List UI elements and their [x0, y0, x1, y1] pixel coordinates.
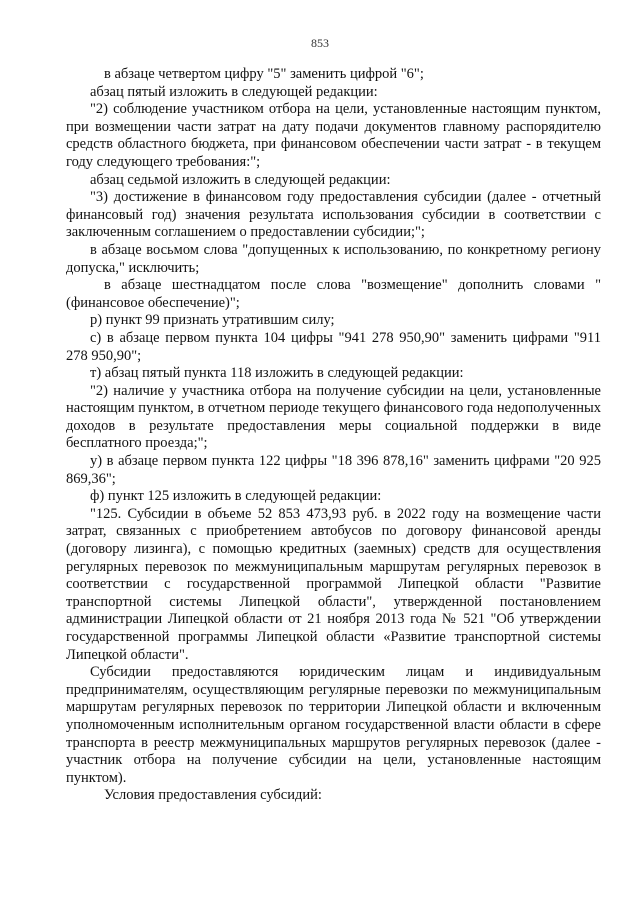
paragraph: "3) достижение в финансовом году предоставления субсидии (далее - отчетный финансовый год) значения результата использования субсидии в соответствии с заключенным соглашением о предоставлении субсидии;"; [66, 189, 601, 241]
paragraph: Условия предоставления субсидий: [104, 787, 322, 804]
paragraph: с) в абзаце первом пункта 104 цифры "941 278 950,90" заменить цифрами "911 278 950,90"; [66, 329, 601, 364]
document-body [66, 66, 601, 805]
paragraph: в абзаце шестнадцатом после слова "возмещение" дополнить словами "(финансовое обеспечение)"; [66, 277, 601, 311]
page-number: 853 [311, 36, 329, 50]
paragraph: Субсидии предоставляются юридическим лицам и индивидуальным предпринимателям, осуществляющим регулярные перевозки по межмуниципальным маршрутам регулярных перевозок по территории Липецкой области и включенным уполномоченным исполнительным органом государственной власти области в сфере транспорта в реестр межмуниципальных маршрутов регулярных перевозок (далее - участник отбора на получение субсидии на цели, установленные настоящим пунктом). [66, 664, 601, 786]
paragraph: р) пункт 99 признать утратившим силу; [90, 312, 335, 329]
paragraph: абзац седьмой изложить в следующей редакции: [90, 171, 391, 188]
paragraph: абзац пятый изложить в следующей редакции: [90, 83, 378, 100]
paragraph: "2) наличие у участника отбора на получение субсидии на цели, установленные настоящим пунктом, в отчетном периоде текущего финансового года недополученных доходов в результате предоставления меры социальной поддержки в виде бесплатного проезда;"; [66, 382, 601, 452]
paragraph: в абзаце восьмом слова "допущенных к использованию, по конкретному региону допуска," исключить; [66, 241, 601, 276]
paragraph: в абзаце четвертом цифру "5" заменить цифрой "6"; [104, 66, 424, 82]
paragraph: "2) соблюдение участником отбора на цели, установленные настоящим пунктом, при возмещении части затрат на дату подачи документов главному распорядителю средств областного бюджета, при финансовом обеспечении части затрат - в текущем году следующего требования:"; [66, 101, 601, 170]
paragraph: "125. Субсидии в объеме 52 853 473,93 руб. в 2022 году на возмещение части затрат, связанных с приобретением автобусов по договору финансовой аренды (договору лизинга), с помощью кредитных (заемных) средств для осуществления регулярных перевозок по межмуниципальным маршрутам регулярных перевозок в соответствии с государственной программой Липецкой области "Развитие транспортной системы Липецкой области", утвержденной постановлением администрации Липецкой области от 21 ноября 2013 года № 521 "Об утверждении государственной программы Липецкой области «Развитие транспортной системы Липецкой области". [66, 505, 601, 663]
paragraph: ф) пункт 125 изложить в следующей редакции: [90, 488, 382, 505]
paragraph: т) абзац пятый пункта 118 изложить в следующей редакции: [90, 365, 464, 382]
paragraph: у) в абзаце первом пункта 122 цифры "18 396 878,16" заменить цифрами "20 925 869,36"; [66, 453, 601, 487]
